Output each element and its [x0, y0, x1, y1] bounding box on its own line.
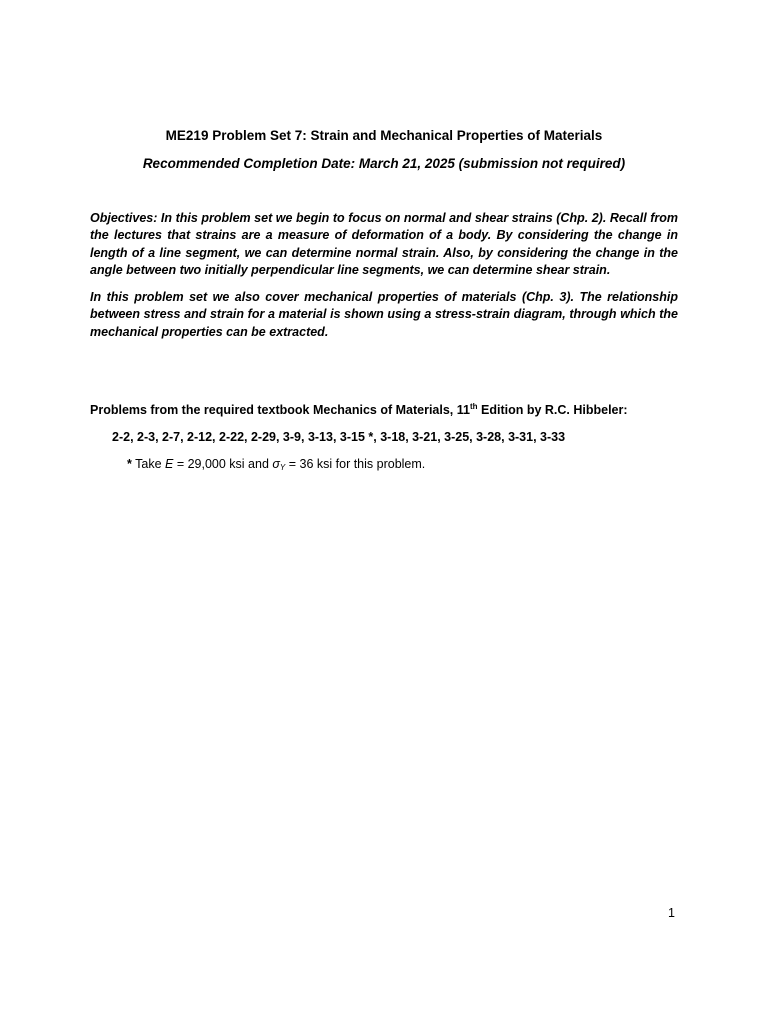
yield-stress-value: = 36 ksi for this problem.: [285, 457, 426, 471]
page-number: 1: [668, 906, 675, 920]
objectives-paragraph: Objectives: In this problem set we begin to focus on normal and shear strains (Chp. 2). Recall from the lectures that strains are a measure of deformation of a body. By considering the change in length of a line segment, we can determine normal strain. Also, by considering the change in the angle between two initially perpendicular line segments, we can determine shear strain.: [90, 211, 678, 277]
footnote-take: Take: [131, 457, 165, 471]
problems-heading-suffix: Edition by R.C. Hibbeler:: [477, 403, 628, 417]
modulus-value: = 29,000 ksi and: [173, 457, 273, 471]
problems-heading-text: Problems from the required textbook Mechanics of Materials, 11: [90, 403, 470, 417]
problems-heading: [90, 403, 690, 417]
modulus-symbol: E: [165, 457, 174, 471]
yield-stress-subscript: Y: [279, 463, 286, 472]
problem-list: 2-2, 2-3, 2-7, 2-12, 2-22, 2-29, 3-9, 3-13, 3-15 *, 3-18, 3-21, 3-25, 3-28, 3-31, 3-33: [112, 430, 566, 444]
yield-stress-symbol: σ: [272, 457, 280, 471]
completion-date-subtitle: Recommended Completion Date: March 21, 2025 (submission not required): [142, 156, 626, 171]
footnote: [127, 457, 627, 471]
mechanical-properties-paragraph: In this problem set we also cover mechanical properties of materials (Chp. 3). The relationship between stress and strain for a material is shown using a stress-strain diagram, through which the mechanical properties can be extracted.: [90, 290, 678, 339]
page-title: ME219 Problem Set 7: Strain and Mechanical Properties of Materials: [165, 128, 603, 143]
edition-superscript: th: [469, 402, 478, 411]
footnote-asterisk: *: [127, 457, 132, 471]
